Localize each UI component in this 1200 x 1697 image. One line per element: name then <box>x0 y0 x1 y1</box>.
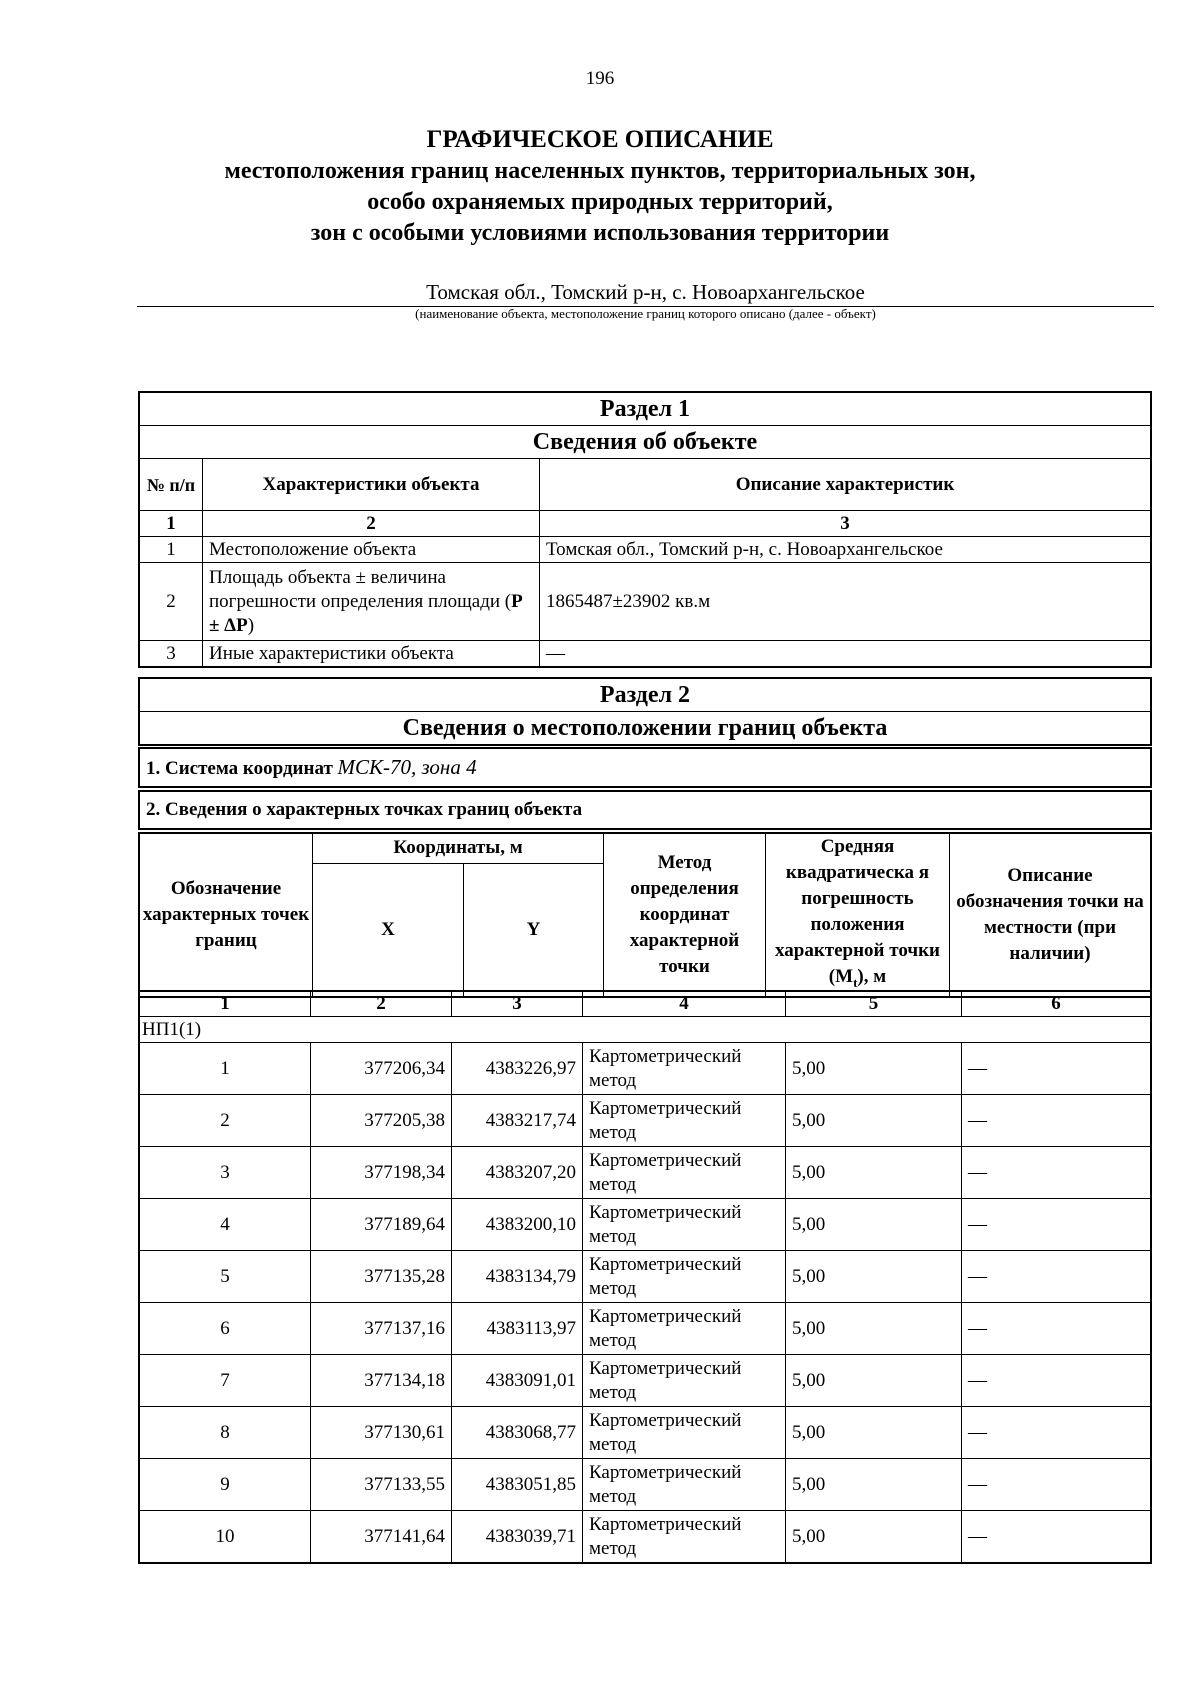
point-number: 1 <box>140 1043 311 1095</box>
point-description: — <box>962 1511 1151 1563</box>
title-line-1: местоположения границ населенных пунктов, территориальных зон, <box>224 158 976 184</box>
col-number: 2 <box>311 992 452 1017</box>
header-designation: Обозначение характерных точек границ <box>140 834 313 997</box>
error-unit: ), м <box>857 966 887 987</box>
point-x: 377134,18 <box>311 1355 452 1407</box>
point-y: 4383051,85 <box>452 1459 583 1511</box>
object-name: Томская обл., Томский р-н, с. Новоархангельское <box>137 280 1154 307</box>
section2-frame <box>138 677 1152 746</box>
row-characteristic: Иные характеристики объекта <box>203 641 540 667</box>
coord-system-table <box>139 748 1151 787</box>
row-description: — <box>540 641 1151 667</box>
coord-system-label: 1. Система координат <box>146 757 333 779</box>
point-description: — <box>962 1095 1151 1147</box>
point-x: 377137,16 <box>311 1303 452 1355</box>
col-number: 3 <box>540 511 1151 537</box>
points-frame <box>138 990 1152 1564</box>
point-method: Картометрический метод <box>583 1199 786 1251</box>
row-description: Томская обл., Томский р-н, с. Новоархангельское <box>540 537 1151 563</box>
points-header-table <box>139 833 1151 997</box>
point-method: Картометрический метод <box>583 1251 786 1303</box>
col-number: 2 <box>203 511 540 537</box>
point-y: 4383200,10 <box>452 1199 583 1251</box>
point-x: 377141,64 <box>311 1511 452 1563</box>
points-table <box>139 991 1151 1563</box>
point-error: 5,00 <box>786 1303 962 1355</box>
col-number: 3 <box>452 992 583 1017</box>
header-description: Описание характеристик <box>540 459 1151 511</box>
row-characteristic: Местоположение объекта <box>203 537 540 563</box>
point-method: Картометрический метод <box>583 1043 786 1095</box>
point-method: Картометрический метод <box>583 1511 786 1563</box>
section2-title-table <box>139 678 1151 745</box>
section1-subtitle: Сведения об объекте <box>140 426 1151 459</box>
section1-frame <box>138 391 1152 668</box>
coord-system-value: МСК-70, зона 4 <box>337 754 477 779</box>
point-description: — <box>962 1407 1151 1459</box>
point-error: 5,00 <box>786 1199 962 1251</box>
point-method: Картометрический метод <box>583 1303 786 1355</box>
header-characteristics: Характеристики объекта <box>203 459 540 511</box>
point-group: НП1(1) <box>140 1017 1151 1043</box>
row-num: 1 <box>140 537 203 563</box>
col-number: 4 <box>583 992 786 1017</box>
point-y: 4383217,74 <box>452 1095 583 1147</box>
point-number: 8 <box>140 1407 311 1459</box>
point-method: Картометрический метод <box>583 1459 786 1511</box>
point-error: 5,00 <box>786 1511 962 1563</box>
point-number: 10 <box>140 1511 311 1563</box>
row-num: 2 <box>140 563 203 641</box>
point-x: 377205,38 <box>311 1095 452 1147</box>
header-x: X <box>313 863 464 996</box>
point-method: Картометрический метод <box>583 1095 786 1147</box>
row-characteristic <box>203 563 540 641</box>
point-description: — <box>962 1459 1151 1511</box>
section1-table <box>139 392 1151 667</box>
document-title <box>0 124 1200 249</box>
point-number: 9 <box>140 1459 311 1511</box>
points-label-frame <box>138 790 1152 830</box>
col-number: 5 <box>786 992 962 1017</box>
points-label-table <box>139 791 1151 829</box>
point-description: — <box>962 1251 1151 1303</box>
area-text-end: ) <box>247 614 255 636</box>
coord-system <box>140 749 1151 787</box>
point-x: 377198,34 <box>311 1147 452 1199</box>
area-formula: Р ± ΔР <box>209 590 523 636</box>
point-y: 4383134,79 <box>452 1251 583 1303</box>
point-number: 3 <box>140 1147 311 1199</box>
point-x: 377133,55 <box>311 1459 452 1511</box>
point-number: 6 <box>140 1303 311 1355</box>
point-y: 4383039,71 <box>452 1511 583 1563</box>
point-y: 4383113,97 <box>452 1303 583 1355</box>
title-line-2: особо охраняемых природных территорий, <box>367 189 833 215</box>
col-number: 6 <box>962 992 1151 1017</box>
point-description: — <box>962 1199 1151 1251</box>
point-method: Картометрический метод <box>583 1147 786 1199</box>
error-text: Средняя квадратическа я погрешность положения характерной точки (М <box>775 836 940 987</box>
object-note: (наименование объекта, местоположение границ которого описано (далее - объект) <box>415 306 876 321</box>
point-description: — <box>962 1043 1151 1095</box>
point-error: 5,00 <box>786 1251 962 1303</box>
point-x: 377206,34 <box>311 1043 452 1095</box>
header-method: Метод определения координат характерной точки <box>604 834 766 997</box>
point-error: 5,00 <box>786 1459 962 1511</box>
points-header-frame <box>138 832 1152 998</box>
points-label: 2. Сведения о характерных точках границ объекта <box>140 792 1151 829</box>
point-x: 377130,61 <box>311 1407 452 1459</box>
point-number: 5 <box>140 1251 311 1303</box>
point-error: 5,00 <box>786 1407 962 1459</box>
point-description: — <box>962 1303 1151 1355</box>
point-y: 4383226,97 <box>452 1043 583 1095</box>
point-error: 5,00 <box>786 1095 962 1147</box>
point-error: 5,00 <box>786 1043 962 1095</box>
point-x: 377189,64 <box>311 1199 452 1251</box>
page-number: 196 <box>585 68 615 89</box>
point-error: 5,00 <box>786 1355 962 1407</box>
point-number: 7 <box>140 1355 311 1407</box>
title-line-3: зон с особыми условиями использования территории <box>310 220 890 246</box>
point-x: 377135,28 <box>311 1251 452 1303</box>
area-text: Площадь объекта ± величина погрешности определения площади ( <box>209 566 512 612</box>
section2-subtitle: Сведения о местоположении границ объекта <box>140 712 1151 745</box>
header-y: Y <box>464 863 604 996</box>
point-method: Картометрический метод <box>583 1407 786 1459</box>
point-y: 4383207,20 <box>452 1147 583 1199</box>
header-num: № п/п <box>140 459 203 511</box>
title-main: ГРАФИЧЕСКОЕ ОПИСАНИЕ <box>426 126 774 153</box>
point-number: 2 <box>140 1095 311 1147</box>
point-y: 4383091,01 <box>452 1355 583 1407</box>
header-coordinates: Координаты, м <box>313 834 604 864</box>
col-number: 1 <box>140 511 203 537</box>
coord-system-frame <box>138 747 1152 788</box>
row-num: 3 <box>140 641 203 667</box>
row-description: 1865487±23902 кв.м <box>540 563 1151 641</box>
point-description: — <box>962 1147 1151 1199</box>
header-point-description: Описание обозначения точки на местности (при наличии) <box>950 834 1151 997</box>
section1-title: Раздел 1 <box>140 393 1151 426</box>
point-method: Картометрический метод <box>583 1355 786 1407</box>
section2-title: Раздел 2 <box>140 679 1151 712</box>
col-number: 1 <box>140 992 311 1017</box>
error-subscript: t <box>853 974 858 990</box>
point-description: — <box>962 1355 1151 1407</box>
header-error <box>766 834 950 997</box>
point-number: 4 <box>140 1199 311 1251</box>
point-y: 4383068,77 <box>452 1407 583 1459</box>
point-error: 5,00 <box>786 1147 962 1199</box>
